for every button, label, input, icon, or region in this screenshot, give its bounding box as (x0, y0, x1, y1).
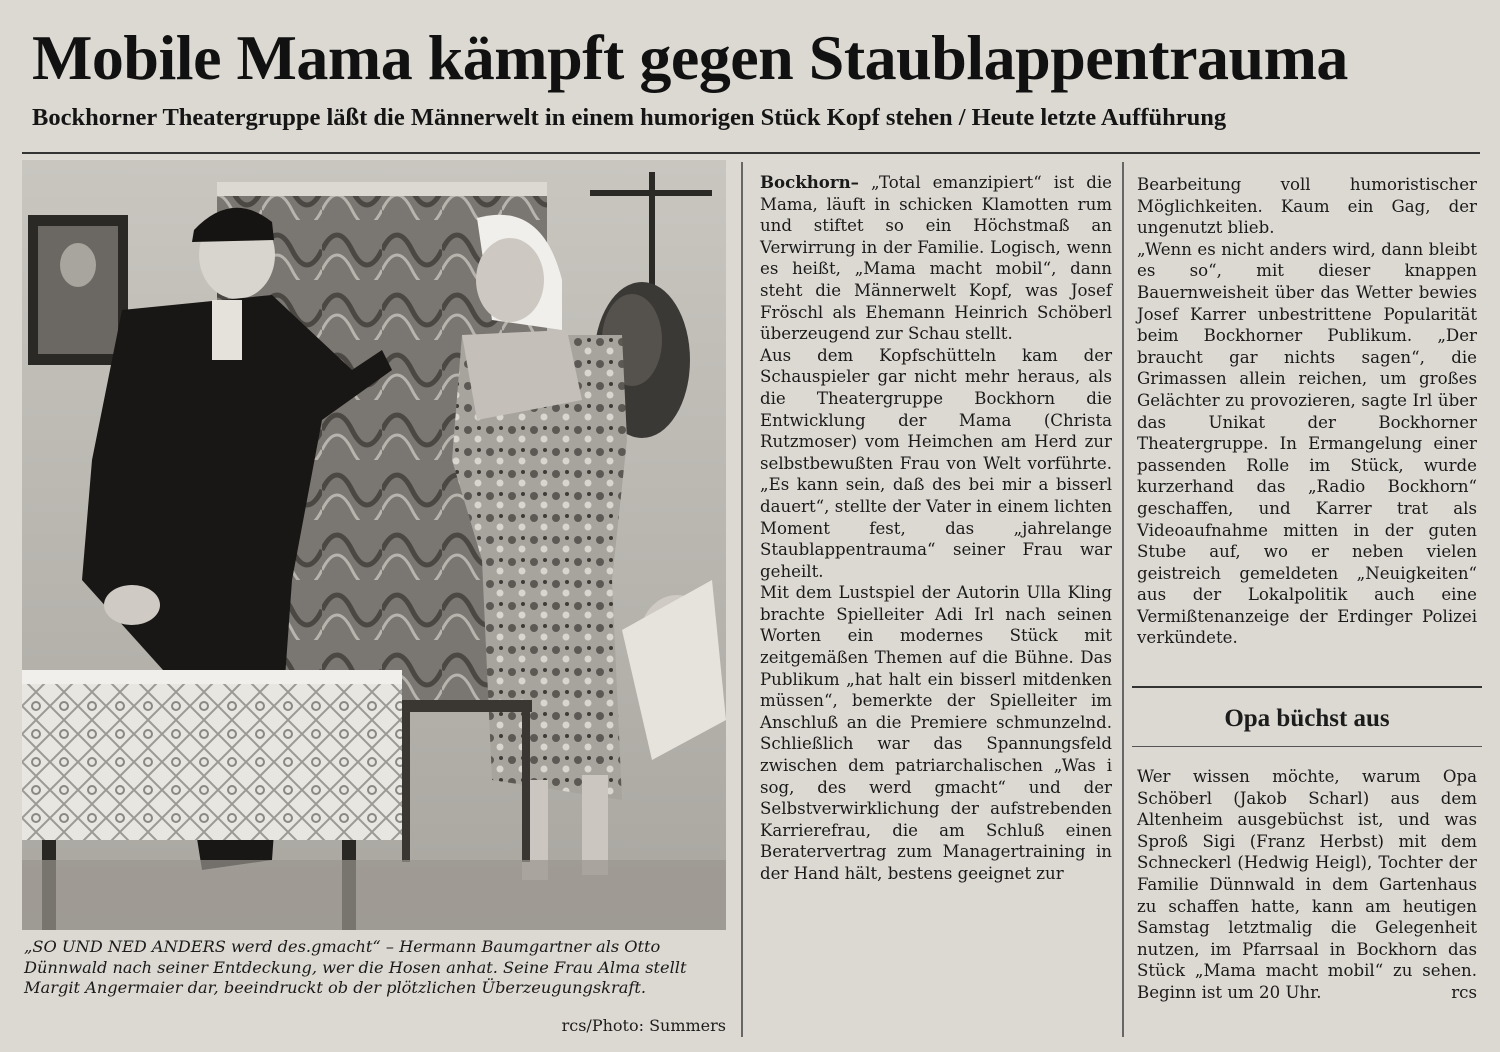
paragraph-5: „Wenn es nicht anders wird, dann bleibt es so“, mit dieser knappen Bauernweisheit über das Wetter bewies Josef Karrer unbestrittene Popularität beim Bockhorner Publikum. „Der braucht gar nichts sagen“, die Grimassen allein reichen, um großes Gelächter zu provozieren, sagte Irl über das Unikat der Bockhorner Theatergruppe. In Ermangelung einer passenden Rolle im Stück, wurde kurzerhand das „Radio Bockhorn“ geschaffen, und Karrer trat als Videoaufnahme mitten in der guten Stube auf, wo er neben vielen geistreich gemeldeten „Neuigkeiten“ aus der Lokalpolitik auch eine Vermißtenanzeige der Erdinger Polizei verkündete. (1137, 239, 1477, 648)
article-column-right (1137, 174, 1477, 649)
dateline: Bockhorn– (760, 172, 859, 192)
box-top-rule (1132, 686, 1482, 688)
divider-under-subhead (22, 152, 1480, 154)
article-column-middle (760, 172, 1112, 885)
box-title: Opa büchst aus (1224, 705, 1390, 732)
paragraph-intro-text: „Total emanzipiert“ ist die Mama, läuft in schicken Klamotten rum und stiftet so ein Höchstmaß an Verwirrung in der Familie. Logisch, wenn es heißt, „Mama macht mobil“, dann steht die Männerwelt Kopf, was Josef Fröschl als Ehemann Heinrich Schöberl überzeugend zur Schau stellt. (760, 173, 1112, 344)
subheadline: Bockhorner Theatergruppe läßt die Männerwelt in einem humorigen Stück Kopf stehen / Heute letzte Aufführung (32, 104, 1227, 131)
paragraph-4: Bearbeitung voll humoristischer Möglichkeiten. Kaum ein Gag, der ungenutzt blieb. (1137, 175, 1477, 238)
stage-photo-illustration (22, 160, 726, 930)
photo-caption: „SO UND NED ANDERS werd des.gmacht“ – Hermann Baumgartner als Otto Dünnwald nach seiner Entdeckung, wer die Hosen anhat. Seine Frau Alma stellt Margit Angermaier dar, beeindruckt ob der plötzlichen Überzeugungskraft. (24, 937, 687, 997)
paragraph-2: Aus dem Kopfschütteln kam der Schauspieler gar nicht mehr heraus, als die Theatergruppe Bockhorn die Entwicklung der Mama (Christa Rutzmoser) vom Heimchen am Herd zur selbstbewußten Frau von Welt vorführte. „Es kann sein, daß des bei mir a bisserl dauert“, stellte der Vater in einem lichten Moment fest, das „jahrelange Staublappentrauma“ seiner Frau war geheilt. (760, 345, 1112, 581)
stage-photo (22, 160, 726, 930)
paragraph-intro (760, 172, 1112, 345)
photo-credit: rcs/Photo: Summers (561, 1016, 726, 1035)
column-divider-2 (1122, 162, 1124, 1037)
box-signoff: rcs (1451, 982, 1477, 1002)
box-title-rule (1132, 746, 1482, 747)
paragraph-3: Mit dem Lustspiel der Autorin Ulla Kling brachte Spielleiter Adi Irl nach seinen Worten ein modernes Stück mit zeitgemäßen Themen auf die Bühne. Das Publikum „hat halt ein bisserl mitdenken müssen“, bemerkte der Spielleiter im Anschluß an die Premiere schmunzelnd. Schließlich war das Spannungsfeld zwischen dem patriarchalischen „Was i sog, des werd gmacht“ und der Selbstverwirklichung der aufstrebenden Karrierefrau, die am Schluß einen Beratervertrag zum Managertraining in der Hand hält, bestens geeignet zur (760, 583, 1112, 883)
column-divider-1 (741, 162, 743, 1037)
info-box-text (1137, 766, 1477, 1004)
box-paragraph-text: Wer wissen möchte, warum Opa Schöberl (Jakob Scharl) aus dem Altenheim ausgebüchst ist, und was Sproß Sigi (Franz Herbst) mit dem Schneckerl (Hedwig Heigl), Tochter der Familie Dünnwald in dem Gartenhaus zu schaffen hatte, kann am heutigen Samstag letztmalig die Gelegenheit nutzen, im Pfarrsaal in Bockhorn das Stück „Mama macht mobil“ zu sehen. Beginn ist um 20 Uhr. (1137, 767, 1477, 1002)
headline: Mobile Mama kämpft gegen Staublappentrauma (32, 22, 1348, 93)
box-paragraph (1137, 766, 1477, 1004)
